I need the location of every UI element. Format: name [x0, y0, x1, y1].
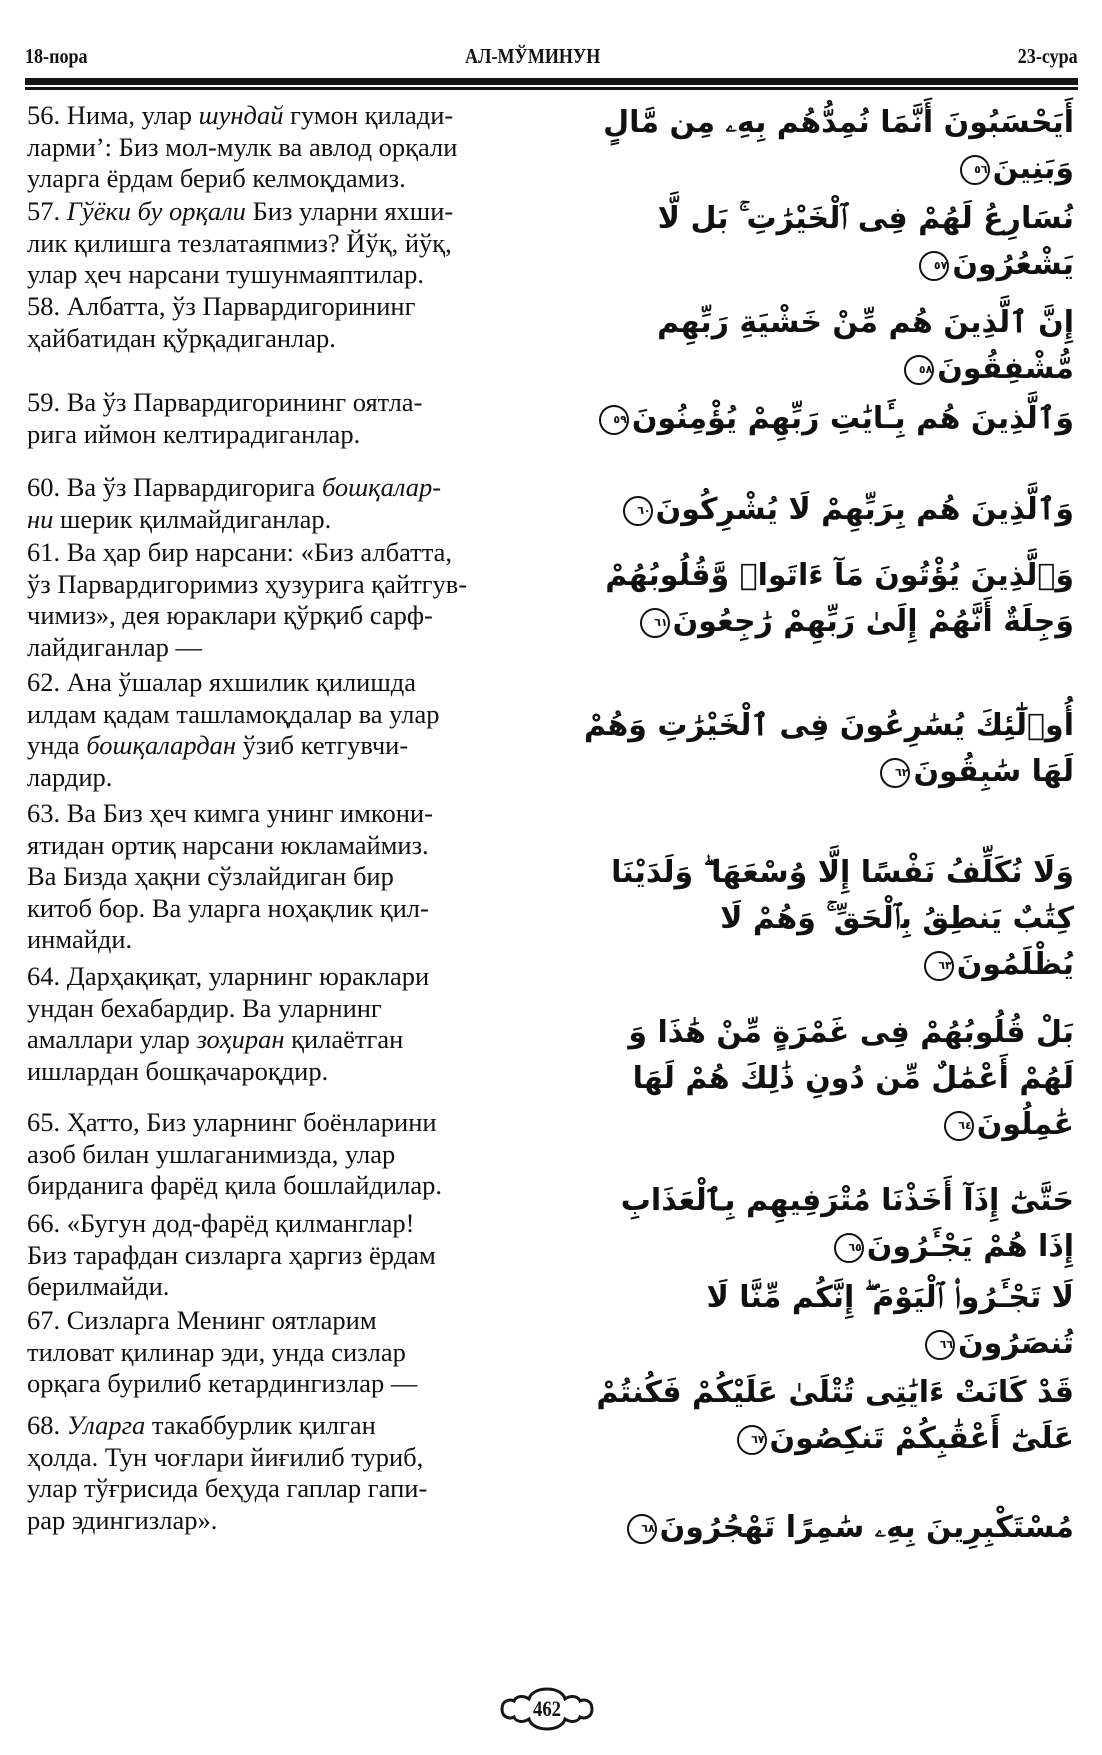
- ayah-number-59-icon: ٥٩: [599, 405, 629, 435]
- verse-57-translation: 57. Гўёки бу орқали Биз уларни яхши- лик қилишга тезлатаяпмиз? Йўқ, йўқ, улар ҳеч нарсани тушунмаяптилар.: [27, 196, 454, 289]
- ayah-number-57-icon: ٥٧: [919, 251, 949, 281]
- ayah-number-62-icon: ٦٢: [880, 758, 910, 788]
- verse-67-translation: 67. Сизларга Менинг оятларим тиловат қилинар эди, унда сизлар орқага бурилиб кетардингизлар —: [27, 1305, 418, 1398]
- surah-title: АЛ-МЎМИНУН: [465, 44, 601, 68]
- verse-66-translation: 66. «Бугун дод-фарёд қилманглар! Биз тарафдан сизларга ҳаргиз ёрдам берилмайди.: [27, 1208, 436, 1301]
- ayah-number-63-icon: ٦٣: [924, 951, 954, 981]
- verse-60-arabic: وَٱلَّذِينَ هُم بِرَبِّهِمْ لَا يُشْرِكُونَ٦٠: [569, 487, 1074, 533]
- ayah-number-60-icon: ٦٠: [623, 496, 653, 526]
- verse-58-arabic: إِنَّ ٱلَّذِينَ هُم مِّنْ خَشْيَةِ رَبِّهِم مُّشْفِقُونَ٥٨: [657, 305, 1074, 386]
- header-rule-thick: [25, 78, 1078, 85]
- verse-63-arabic: وَلَا نُكَلِّفُ نَفْسًا إِلَّا وُسْعَهَا ۖ وَلَدَيْنَا كِتَٰبٌ يَنطِقُ بِٱلْحَقِّ ۚ وَهُمْ لَا يُظْلَمُونَ٦٣: [611, 855, 1074, 982]
- ayah-number-64-icon: ٦٤: [944, 1111, 974, 1141]
- verse-59-translation: 59. Ва ўз Парвардигорининг оятла- рига иймон келтирадиганлар.: [27, 387, 423, 449]
- ayah-number-56-icon: ٥٦: [960, 155, 990, 185]
- page-number: 462: [532, 1696, 562, 1721]
- header-rule-thin: [25, 87, 1078, 90]
- ayah-number-61-icon: ٦١: [640, 608, 670, 638]
- page-number-ornament: [497, 1686, 597, 1732]
- verse-68-translation: 68. Уларга такаббурлик қилган ҳолда. Тун чоғлари йиғилиб туриб, улар тўғрисида беҳуда гаплар гапи- рар эдингизлар».: [27, 1410, 428, 1535]
- verse-61-arabic: وَٱلَّذِينَ يُؤْتُونَ مَآ ءَاتَوا۟ وَّقُلُوبُهُمْ وَجِلَةٌ أَنَّهُمْ إِلَىٰ رَبِّهِمْ رَٰجِعُونَ٦١: [605, 558, 1074, 639]
- verse-56-arabic: أَيَحْسَبُونَ أَنَّمَا نُمِدُّهُم بِهِۦ مِن مَّالٍ وَبَنِينَ٥٦: [603, 105, 1074, 186]
- verse-61-translation: 61. Ва ҳар бир нарсани: «Биз албатта, ўз Парвардигоримиз ҳузурига қайтгув- чимиз», дея юраклари қўрқиб сарф- лайдиганлар —: [27, 537, 468, 662]
- verse-64-arabic: بَلْ قُلُوبُهُمْ فِى غَمْرَةٍ مِّنْ هَٰذَا وَ لَهُمْ أَعْمَٰلٌ مِّن دُونِ ذَٰلِكَ هُمْ لَهَا عَٰمِلُونَ٦٤: [628, 1015, 1074, 1142]
- verse-68-arabic: مُسْتَكْبِرِينَ بِهِۦ سَٰمِرًا تَهْجُرُونَ٦٨: [569, 1505, 1074, 1551]
- verse-56-translation: 56. Нима, улар шундай гумон қилади- лармиʼ: Биз мол-мулк ва авлод орқали уларга ёрдам бериб келмоқдамиз.: [27, 100, 458, 193]
- verse-57-arabic: نُسَارِعُ لَهُمْ فِى ٱلْخَيْرَٰتِ ۚ بَل لَّا يَشْعُرُونَ٥٧: [657, 201, 1074, 282]
- verse-63-translation: 63. Ва Биз ҳеч кимга унинг имкони- ятидан ортиқ нарсани юкламаймиз. Ва Бизда ҳақни сўзлайдиган бир китоб бор. Ва уларга ноҳақлик қил- инмайди.: [27, 798, 433, 954]
- ayah-number-58-icon: ٥٨: [904, 355, 934, 385]
- verse-66-arabic: لَا تَجْـَٔرُوا۟ ٱلْيَوْمَ ۖ إِنَّكُم مِّنَّا لَا تُنصَرُونَ٦٦: [706, 1280, 1074, 1361]
- ayah-number-68-icon: ٦٨: [627, 1514, 657, 1544]
- verse-60-translation: 60. Ва ўз Парвардигорига бошқалар- ни шерик қилмайдиганлар.: [27, 472, 442, 534]
- verse-65-arabic: حَتَّىٰٓ إِذَآ أَخَذْنَا مُتْرَفِيهِم بِٱلْعَذَابِ إِذَا هُمْ يَجْـَٔرُونَ٦٥: [620, 1183, 1074, 1264]
- verse-62-translation: 62. Ана ўшалар яхшилик қилишда илдам қадам ташламоқдалар ва улар унда бошқалардан ўзиб кетгувчи- лардир.: [27, 667, 440, 792]
- ayah-number-67-icon: ٦٧: [737, 1425, 767, 1455]
- verse-67-arabic: قَدْ كَانَتْ ءَايَٰتِى تُتْلَىٰ عَلَيْكُمْ فَكُنتُمْ عَلَىٰٓ أَعْقَٰبِكُمْ تَنكِصُونَ٦٧: [596, 1375, 1074, 1456]
- verse-65-translation: 65. Ҳатто, Биз уларнинг боёнларини азоб билан ушлаганимизда, улар бирданига фарёд қила бошлайдилар.: [27, 1107, 442, 1200]
- surah-number: 23-сура: [1018, 44, 1078, 68]
- verse-59-arabic: وَٱلَّذِينَ هُم بِـَٔايَٰتِ رَبِّهِمْ يُؤْمِنُونَ٥٩: [569, 396, 1074, 442]
- verse-62-arabic: أُو۟لَٰٓئِكَ يُسَٰرِعُونَ فِى ٱلْخَيْرَٰتِ وَهُمْ لَهَا سَٰبِقُونَ٦٢: [583, 708, 1074, 789]
- verse-64-translation: 64. Дарҳақиқат, уларнинг юраклари ундан бехабардир. Ва уларнинг амаллари улар зоҳиран қилаётган ишлардан бошқачароқдир.: [27, 961, 430, 1086]
- juz-label: 18-пора: [25, 44, 88, 68]
- ayah-number-66-icon: ٦٦: [925, 1330, 955, 1360]
- verse-58-translation: 58. Албатта, ўз Парвардигорининг ҳайбатидан қўрқадиганлар.: [27, 291, 416, 353]
- ayah-number-65-icon: ٦٥: [834, 1233, 864, 1263]
